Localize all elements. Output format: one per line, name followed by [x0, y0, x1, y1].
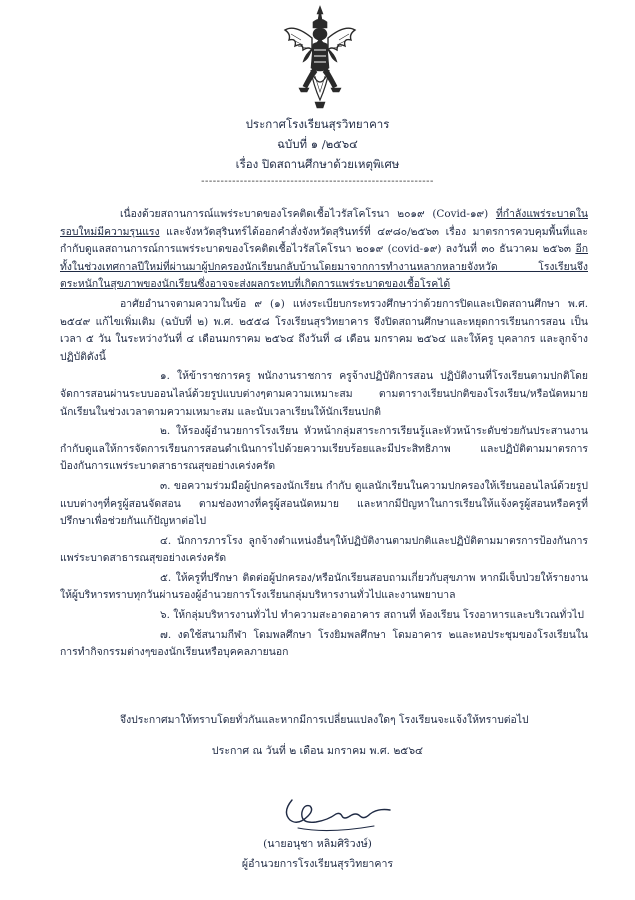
- authority-paragraph: อาศัยอำนาจตามความในข้อ ๙ (๑) แห่งระเบียบกระทรวงศึกษาว่าด้วยการปิดและเปิดสถานศึกษา พ.ศ. ๒๕๔๙ แก้ไขเพิ่มเติม (ฉบับที่ ๒) พ.ศ. ๒๕๕๘ โรงเรียนสุรวิทยาคาร จึงปิดสถานศึกษาและหยุดการเรียนการสอน เป็นเวลา ๕ วัน ในระหว่างวันที่ ๔ เดือนมกราคม ๒๕๖๔ ถึงวันที่ ๘ เดือน มกราคม ๒๕๖๔ และให้ครู บุคลากร และลูกจ้าง ปฏิบัติดังนี้: [60, 297, 588, 363]
- header-separator: ------------------------------------------------------------: [201, 176, 434, 187]
- list-item: ๑. ให้ข้าราชการครู พนักงานราชการ ครูจ้างปฏิบัติการสอน ปฏิบัติงานที่โรงเรียนตามปกติโดยจัดการสอนผ่านระบบออนไลน์ด้วยรูปแบบต่างๆตามความเหมาะสม ตามตารางเรียนปกติของโรงเรียน/หรือนัดหมายนักเรียนในช่วงเวลาตามความเหมาะสม และนับเวลาเรียนให้นักเรียนปกติ: [60, 370, 588, 418]
- signer-name: (นายอนุชา หลิมศิริวงษ์): [263, 838, 372, 850]
- list-item: ๔. นักการภารโรง ลูกจ้างตำแหน่งอื่นๆให้ปฏิบัติงานตามปกติและปฏิบัติตามมาตรการป้องกันการแพร่ระบาดสาธารณสุขอย่างเคร่งครัด: [60, 534, 588, 565]
- announcement-subject: เรื่อง ปิดสถานศึกษาด้วยเหตุพิเศษ: [235, 157, 400, 171]
- intro-text-2: และจังหวัดสุรินทร์ได้ออกคำสั่งจังหวัดสุรินทร์ที่ ๔๙๘๐/๒๕๖๓ เรื่อง มาตรการควบคุมพื้นที่และกำกับดูแลสถานการณ์การแพร่ระบาดของโรคติดเชื้อไวรัสโคโรนา ๒๐๑๙ (covid-๑๙) ลงวันที่ ๓๐ ธันวาคม ๒๕๖๓: [60, 225, 588, 256]
- intro-text-1: เนื่องด้วยสถานการณ์แพร่ระบาดของโรคติดเชื้อไวรัสโคโรนา ๒๐๑๙ (Covid-๑๙): [120, 208, 496, 220]
- list-item: ๗. งดใช้สนามกีฬา โดมพลศึกษา โรงยิมพลศึกษา โดมอาคาร ๒และหอประชุมของโรงเรียนในการทำกิจกรรมต่างๆของนักเรียนหรือบุคคลภายนอก: [60, 628, 588, 659]
- closing-paragraph: จึงประกาศมาให้ทราบโดยทั่วกันและหากมีการเปลี่ยนแปลงใดๆ โรงเรียนจะแจ้งให้ทราบต่อไป: [120, 714, 529, 726]
- intro-underline-1: ที่กำลังแพร่ระบาดในรอบใหม่มีความรุนแรง: [60, 208, 588, 238]
- list-item: ๖. ให้กลุ่มบริหารงานทั่วไป ทำความสะอาดอาคาร สถานที่ ห้องเรียน โรงอาหารและบริเวณทั่วไป: [160, 609, 584, 622]
- intro-underline-2: อีกทั้งในช่วงเทศกาลปีใหม่ที่ผ่านมาผู้ปกครองนักเรียนกลับบ้านโดยมาจากการทำงานหลากหลายจังหวัด โรงเรียนจึงตระหนักในสุขภาพของนักเรียนซึ่งอาจจะส่งผลกระทบที่เกิดการแพร่ระบาดของเชื้อโรคได้: [60, 243, 588, 291]
- garuda-emblem-icon: [281, 4, 359, 110]
- list-item: ๕. ให้ครูที่ปรึกษา ติดต่อผู้ปกครอง/หรือนักเรียนสอบถามเกี่ยวกับสุขภาพ หากมีเจ็บป่วยให้รายงานให้ผู้บริหารทราบทุกวันผ่านรองผู้อำนวยการโรงเรียนกลุ่มบริหารงานทั่วไปและงานพยาบาล: [60, 571, 588, 602]
- intro-paragraph: [60, 206, 588, 294]
- list-item: ๒. ให้รองผู้อำนวยการโรงเรียน หัวหน้ากลุ่มสาระการเรียนรู้และหัวหน้าระดับช่วยกันประสานงาน กำกับดูแลให้การจัดการเรียนการสอนดำเนินการไปด้วยความเรียบร้อยและมีประสิทธิภาพ และปฏิบัติตามมาตรการป้องกันการแพร่ระบาดสาธารณสุขอย่างเคร่งครัด: [60, 425, 588, 473]
- announcement-number: ฉบับที่ ๑ /๒๕๖๔: [277, 137, 358, 151]
- announcement-date: ประกาศ ณ วันที่ ๒ เดือน มกราคม พ.ศ. ๒๕๖๔: [211, 745, 424, 757]
- signature-image-icon: [278, 790, 398, 836]
- document-body: [60, 206, 588, 662]
- announcement-org: ประกาศโรงเรียนสุรวิทยาคาร: [245, 117, 390, 131]
- list-item: ๓. ขอความร่วมมือผู้ปกครองนักเรียน กำกับ ดูแลนักเรียนในความปกครองให้เรียนออนไลน์ด้วยรูปแบบต่างๆที่ครูผู้สอนจัดสอน ตามช่องทางที่ครูผู้สอนนัดหมาย และหากมีปัญหาในการเรียนให้แจ้งครูผู้สอนหรือครูที่ปรึกษาเพื่อช่วยกันแก้ปัญหาต่อไป: [60, 479, 588, 528]
- signer-title: ผู้อำนวยการโรงเรียนสุรวิทยาคาร: [241, 858, 394, 870]
